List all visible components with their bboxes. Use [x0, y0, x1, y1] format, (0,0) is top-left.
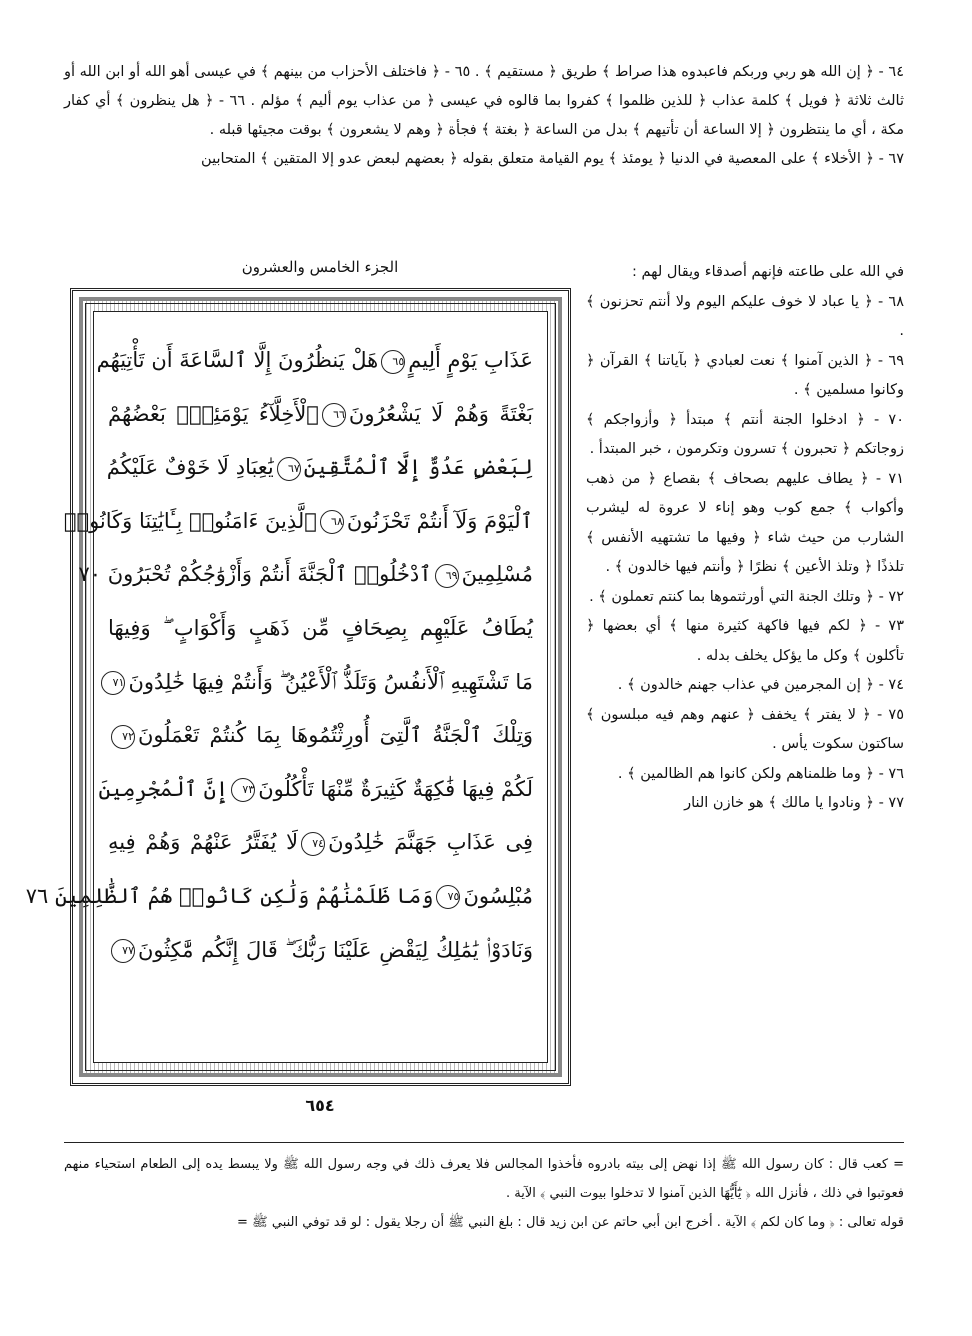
footnote-paragraph: = كعب قال : كان رسول الله ﷺ إذا نهض إلى بيته بادروه فأخذوا المجالس فلا يعرف ذلك في وجه رسول الله ﷺ ولا يبسط يده إلى الطعام استحياء منهم فعوتبوا في ذلك ، فأنزل الله ﴿ يَٰٓأَيُّهَا الذين آمنوا لا تدخلوا بيوت النبي ﴾ الآية .: [64, 1157, 904, 1201]
ayah-number-marker: ٧٢: [111, 725, 135, 749]
quran-frame-border: [25, 297, 562, 1077]
quran-line: [108, 656, 533, 710]
quran-frame: [25, 288, 571, 1086]
commentary-paragraph: ٧٣ - ﴿ لكم فيها فاكهة كثيرة منها ﴾ أي بعضها ﴿ تأكلون ﴾ وكل ما يؤكل يخلف بدله .: [586, 618, 904, 664]
commentary-paragraph: ٧٢ - ﴿ وتلك الجنة التي أورثتموها بما كنتم تعملون ﴾ .: [589, 588, 904, 605]
ayah-number-marker: ٦٦: [322, 403, 346, 427]
ayah-number-marker: ٧٥: [436, 885, 460, 909]
ayah-number-marker: ٦٧: [277, 457, 301, 481]
quran-line: [96, 334, 533, 388]
quran-line: [78, 548, 533, 602]
ayah-number-marker: ٦٥: [381, 350, 405, 374]
quran-verse-text: ٱلْأَخِلَّآءُ يَوْمَئِذٍۭ بَعْضُهُمْ: [108, 401, 319, 426]
quran-verse-text: مَا تَشْتَهِيهِ ٱلْأَنفُسُ وَتَلَذُّ ٱلْأَعْيُنُ ۖ وَأَنتُمْ فِيهَا خَٰلِدُونَ: [128, 669, 533, 694]
page-number: ٦٥٤: [305, 1096, 335, 1115]
quran-verse-text: لَكُمْ فِيهَا فَٰكِهَةٌ كَثِيرَةٌ مِّنْهَا تَأْكُلُونَ: [258, 776, 533, 801]
commentary-paragraph: ٦٤ - ﴿ إن الله هو ربي وربكم فاعبدوه هذا صراط ﴾ طريق ﴿ مستقيم ﴾ . ٦٥ - ﴿ فاختلف الأحزاب من بينهم ﴾ في عيسى أهو الله أو ابن الله أو ثالث ثلاثة ﴿ فويل ﴾ كلمة عذاب ﴿ للذين ظلموا ﴾ كفروا بما قالوه في عيسى ﴿ من عذاب يوم أليم ﴾ مؤلم . ٦٦ - ﴿ هل ينظرون ﴾ أي كفار مكة ، أي ما ينتظرون ﴿ إلا الساعة أن تأتيهم ﴾ بدل من الساعة ﴿ بغتة ﴾ فجأة ﴿ وهم لا يشعرون ﴾ بوقت مجيئها قبله .: [64, 64, 905, 138]
ayah-number-marker: ٧٧: [111, 939, 135, 963]
quran-line: [108, 441, 533, 495]
top-commentary: [64, 58, 904, 174]
quran-verse-text: وَنَادَوْا۟ يَٰمَٰلِكُ لِيَقْضِ عَلَيْنَا رَبُّكَ ۖ قَالَ إِنَّكُم مَّٰكِثُونَ: [138, 937, 533, 962]
ayah-number-marker: ٦٨: [320, 510, 344, 534]
quran-verse-text: بَغْتَةً وَهُمْ لَا يَشْعُرُونَ: [348, 401, 534, 426]
quran-text-block: [25, 311, 548, 1063]
ayah-number-marker: ٦٩: [435, 564, 459, 588]
quran-verse-text: مُبْلِسُونَ: [463, 883, 533, 908]
quran-line: [63, 495, 533, 549]
commentary-paragraph: في الله على طاعته فإنهم أصدقاء ويقال لهم :: [631, 264, 904, 280]
quran-line: [108, 602, 533, 656]
ayah-number-marker: ٧٣: [231, 778, 255, 802]
quran-verse-text: لَا يُفَتَّرُ عَنْهُمْ وَهُمْ فِيهِ: [108, 830, 299, 855]
commentary-paragraph: ٦٩ - ﴿ الذين آمنوا ﴾ نعت لعبادي ﴿ بآياتنا ﴾ القرآن ﴿ وكانوا مسلمين ﴾ .: [586, 352, 904, 398]
quran-verse-text: هَلْ يَنظُرُونَ إِلَّا ٱلسَّاعَةَ أَن تَأْتِيَهُم: [96, 348, 379, 372]
side-commentary: [586, 258, 904, 819]
quran-verse-text: يُطَافُ عَلَيْهِم بِصِحَافٍ مِّن ذَهَبٍ وَأَكْوَابٍ ۖ وَفِيهَا: [108, 615, 533, 640]
ayah-number-marker: ٧١: [101, 671, 125, 695]
quran-verse-text: فِى عَذَابِ جَهَنَّمَ خَٰلِدُونَ: [328, 830, 534, 855]
footnote-paragraph: قوله تعالى : ﴿ وما كان لكم ﴾ الآية . أخرج ابن أبي حاتم عن ابن زيد قال : بلغ النبي ﷺ أن رجلا يقول : لو قد توفي النبي ﷺ =: [237, 1215, 904, 1230]
quran-verse-text: إِنَّ ٱلْمُجْرِمِينَ: [98, 776, 229, 801]
quran-line: [108, 709, 533, 763]
quran-verse-text: مُسْلِمِينَ: [461, 562, 533, 587]
commentary-paragraph: ٧٧ - ﴿ ونادوا يا مالك ﴾ هو خازن النار: [684, 795, 904, 811]
ayah-number-marker: ٧٤: [301, 832, 325, 856]
quran-verse-text: يَٰعِبَادِ لَا خَوْفٌ عَلَيْكُمُ: [106, 455, 274, 480]
quran-line: [98, 763, 533, 817]
quran-verse-text: ٱلَّذِينَ ءَامَنُوا۟ بِـَٔايَٰتِنَا وَكَانُوا۟: [63, 508, 317, 533]
commentary-paragraph: ٦٨ - ﴿ يا عباد لا خوف عليكم اليوم ولا أنتم تحزنون ﴾ .: [586, 293, 904, 339]
commentary-paragraph: ٧٤ - ﴿ إن المجرمين في عذاب جهنم خالدون ﴾ .: [617, 677, 904, 693]
commentary-paragraph: ٦٧ - ﴿ الأخلاء ﴾ على المعصية في الدنيا ﴿ يومئذ ﴾ يوم القيامة متعلق بقوله ﴿ بعضهم لبعض عدو إلا المتقين ﴾ المتحابين: [201, 151, 904, 167]
quran-verse-text: ٱلْيَوْمَ وَلَآ أَنتُمْ تَحْزَنُونَ: [346, 508, 533, 533]
quran-line: [108, 388, 533, 442]
quran-verse-text: عَذَابِ يَوْمٍ أَلِيمٍ: [408, 348, 533, 372]
quran-line: [25, 870, 533, 924]
quran-verse-text: وَمَا ظَلَمْنَٰهُمْ وَلَٰكِن كَانُوا۟ هُمُ ٱلظَّٰلِمِينَ ٧٦: [25, 883, 434, 908]
quran-verse-text: وَتِلْكَ ٱلْجَنَّةُ ٱلَّتِىٓ أُورِثْتُمُوهَا بِمَا كُنتُمْ تَعْمَلُونَ: [138, 723, 533, 748]
commentary-paragraph: ٧٦ - ﴿ وما ظلمناهم ولكن كانوا هم الظالمين ﴾ .: [617, 765, 904, 782]
commentary-paragraph: ٧١ - ﴿ يطاف عليهم بصحاف ﴾ بقصاع ﴿ من ذهب وأكواب ﴾ جمع كوب وهو إناء لا عروة له ليشرب الشارب من حيث شاء ﴿ وفيها ما تشتهيه الأنفس ﴾ تلذذًا ﴿ وتلذ الأعين ﴾ نظرًا ﴿ وأنتم فيها خالدون ﴾ .: [586, 470, 904, 575]
quran-verse-text: لِبَعْضٍ عَدُوٌّ إِلَّا ٱلْمُتَّقِينَ: [303, 455, 533, 480]
footnote-divider: [64, 1142, 904, 1143]
commentary-paragraph: ٧٠ - ﴿ ادخلوا الجنة أنتم ﴾ مبتدأ ﴿ وأزواجكم ﴾ زوجاتكم ﴿ تحبرون ﴾ تسرون وتكرمون ، خبر المبتدأ .: [586, 411, 904, 457]
quran-line: [108, 816, 533, 870]
quran-verse-text: ٱدْخُلُوا۟ ٱلْجَنَّةَ أَنتُمْ وَأَزْوَٰجُكُمْ تُحْبَرُونَ ٧٠: [78, 562, 432, 587]
quran-line: [108, 924, 533, 978]
footnotes: [64, 1150, 904, 1237]
juz-header: الجزء الخامس والعشرون: [241, 258, 399, 276]
commentary-paragraph: ٧٥ - ﴿ لا يفتر ﴾ يخفف ﴿ عنهم وهم فيه مبلسون ﴾ ساكتون سكوت يأس .: [586, 706, 904, 752]
